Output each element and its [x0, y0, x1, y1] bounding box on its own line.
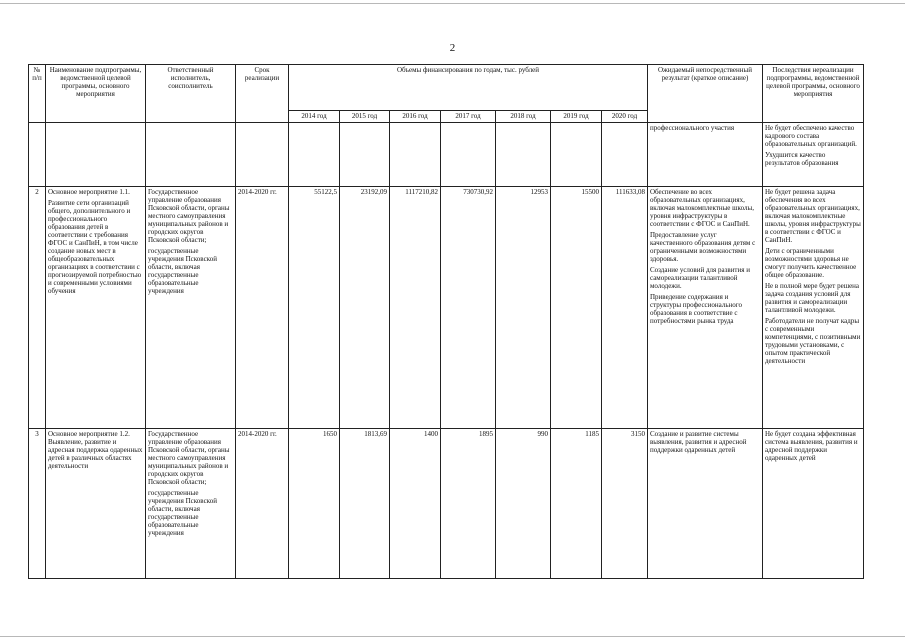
result-cell	[648, 429, 763, 579]
consequence-text: Не в полной мере будет решена задача создания условий для развития и самореализации талантливой молодежи.	[765, 282, 860, 314]
consequence-text: Не будет создана эффективная система выявления, развития и адресной поддержки одаренных детей	[765, 430, 858, 462]
value-cell: 55122,5	[289, 187, 340, 429]
scan-edge-bottom	[0, 636, 905, 637]
table-row	[29, 187, 864, 429]
value-cell: 1895	[441, 429, 496, 579]
result-text: Предоставление услуг качественного образования детям с ограниченными возможностями здоровья.	[650, 231, 756, 263]
header-name: Наименование подпрограммы, ведомственной целевой программы, основного мероприятия	[46, 65, 146, 123]
year-header: 2019 год	[551, 111, 602, 123]
result-text: Обеспечение во всех образовательных организациях, включая малокомплектные школы, уровня инфраструктуры в соответствии с ФГОС и СанПиН.	[650, 188, 754, 228]
header-consequences: Последствия нереализации подпрограммы, ведомственной целевой программы, основного мероприятия	[763, 65, 864, 123]
header-term: Срок реализации	[236, 65, 289, 123]
consequences-cell	[763, 429, 864, 579]
consequences-cell	[763, 123, 864, 187]
executor-text: государственные учреждения Псковской области, включая государственные образовательные учреждения	[148, 247, 217, 295]
value-cell: 1400	[390, 429, 441, 579]
result-text: Приведение содержания и структуры профессионального образования в соответствие с потребностями рынка труда	[650, 293, 742, 325]
consequences-cell	[763, 187, 864, 429]
value-cell: 990	[496, 429, 551, 579]
year-header: 2016 год	[390, 111, 441, 123]
header-no: № п/п	[29, 65, 46, 123]
result-text: Создание и развитие системы выявления, развития и адресной поддержки одаренных детей	[650, 430, 747, 454]
result-cell: профессионального участия	[648, 123, 763, 187]
term-cell: 2014-2020 гг.	[236, 187, 289, 429]
value-cell: 12953	[496, 187, 551, 429]
year-header: 2017 год	[441, 111, 496, 123]
consequence-text: Не будет обеспечено качество кадрового состава образовательных организаций.	[765, 124, 857, 148]
value-cell: 3150	[602, 429, 648, 579]
consequence-text: Ухудшится качество результатов образования	[765, 151, 839, 167]
name-cell	[46, 187, 146, 429]
year-header: 2014 год	[289, 111, 340, 123]
row-number: 3	[29, 429, 46, 579]
consequence-text: Дети с ограниченными возможностями здоровья не смогут получить качественное общее образование.	[765, 247, 857, 279]
year-header: 2015 год	[340, 111, 390, 123]
value-cell: 730730,92	[441, 187, 496, 429]
name-text: Основное мероприятие 1.2. Выявление, развитие и адресная поддержка одаренных детей в различных областях деятельности	[48, 430, 143, 470]
value-cell: 111633,08	[602, 187, 648, 429]
result-cell	[648, 187, 763, 429]
name-text: Развитие сети организаций общего, дополнительного и профессионального образования детей в соответствии с требования ФГОС и СанПиН, в том числе создание новых мест в общеобразовательных организациях в соответствии с прогнозируемой потребностью и современными условиями обучения	[48, 199, 142, 295]
name-cell	[46, 429, 146, 579]
executor-cell	[146, 187, 236, 429]
program-table	[28, 64, 864, 579]
year-header: 2018 год	[496, 111, 551, 123]
header-result: Ожидаемый непосредственный результат (краткое описание)	[648, 65, 763, 123]
header-executor: Ответственный исполнитель, соисполнитель	[146, 65, 236, 123]
executor-text: государственные учреждения Псковской области, включая государственные образовательные учреждения	[148, 489, 217, 537]
executor-cell	[146, 429, 236, 579]
header-funding: Объемы финансирования по годам, тыс. рублей	[289, 65, 648, 111]
value-cell: 1185	[551, 429, 602, 579]
continuation-row	[29, 123, 864, 187]
value-cell: 1813,69	[340, 429, 390, 579]
scan-edge-top	[0, 3, 905, 4]
year-header: 2020 год	[602, 111, 648, 123]
page-number: 2	[449, 42, 456, 54]
consequence-text: Работодатели не получат кадры с современными компетенциями, с позитивными трудовыми установками, с опытом практической деятельности	[765, 317, 861, 365]
executor-text: Государственное управление образования Псковской области, органы местного самоуправления муниципальных районов и городских округов Псковской области;	[148, 188, 230, 244]
value-cell: 15500	[551, 187, 602, 429]
name-text: Основное мероприятие 1.1.	[48, 188, 130, 196]
header-row	[29, 65, 864, 111]
table-row	[29, 429, 864, 579]
value-cell: 23192,09	[340, 187, 390, 429]
row-number: 2	[29, 187, 46, 429]
executor-text: Государственное управление образования Псковской области, органы местного самоуправления муниципальных районов и городских округов Псковской области;	[148, 430, 230, 486]
consequence-text: Не будет решена задача обеспечения во всех образовательных организациях, включая малокомплектные школы, уровня инфраструктуры в соответствии с ФГОС и СанПиН.	[765, 188, 861, 244]
value-cell: 1117210,82	[390, 187, 441, 429]
term-cell: 2014-2020 гг.	[236, 429, 289, 579]
value-cell: 1650	[289, 429, 340, 579]
result-text: Создание условий для развития и самореализации талантливой молодежи.	[650, 266, 750, 290]
